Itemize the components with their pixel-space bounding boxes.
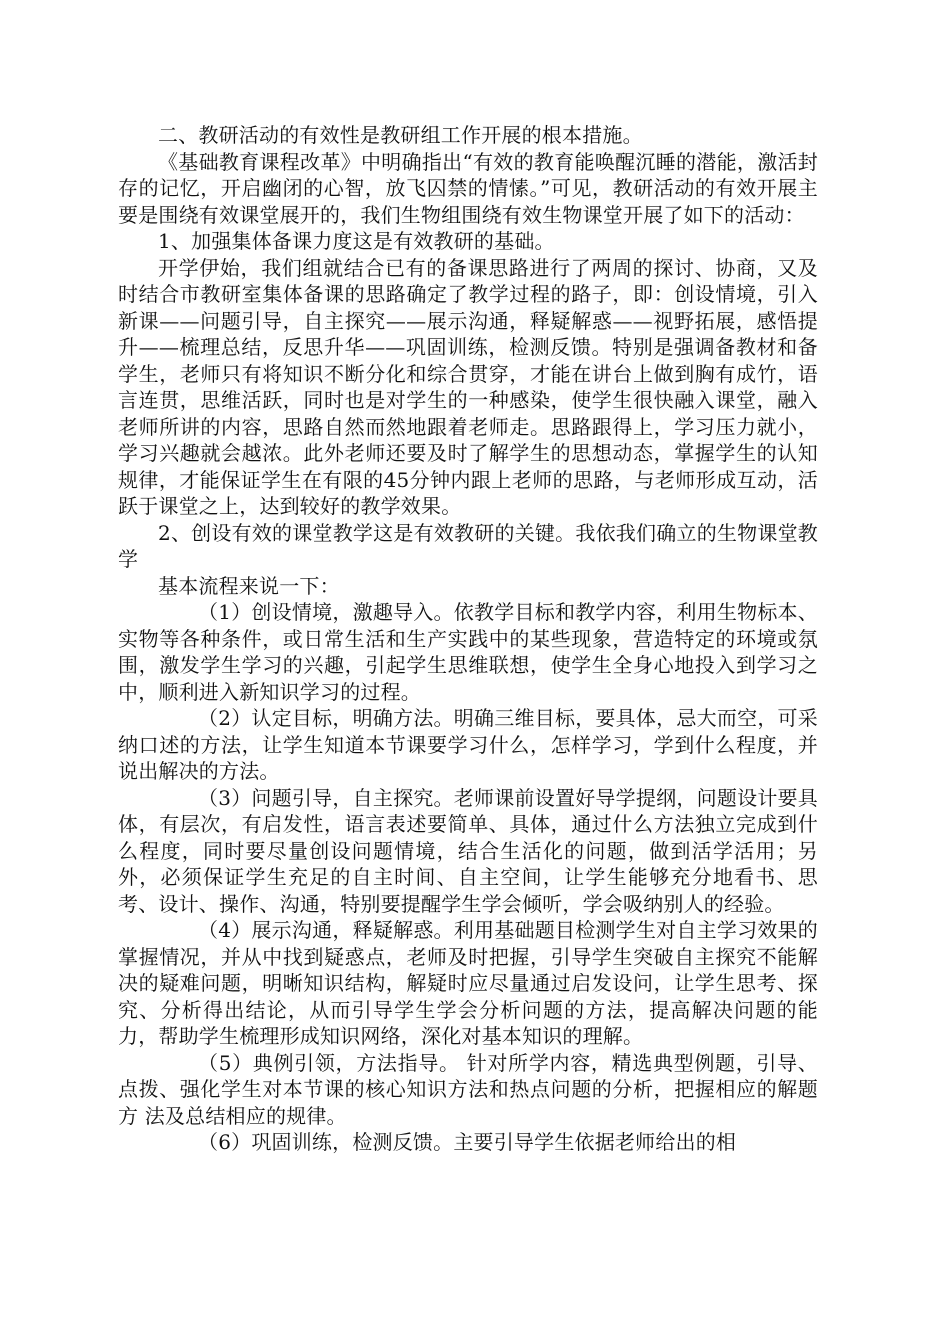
list-item: （5）典例引领，方法指导。 针对所学内容，精选典型例题，引导、点拨、强化学生对本节课的核心知识方法和热点问题的分析，把握相应的解题方 法及总结相应的规律。 — [118, 1050, 818, 1128]
list-item: （2）认定目标，明确方法。明确三维目标，要具体，忌大而空，可采纳口述的方法，让学生知道本节课要学习什么，怎样学习，学到什么程度，并说出解决的方法。 — [118, 706, 818, 783]
paragraph: 《基础教育课程改革》中明确指出“有效的教育能唤醒沉睡的潜能，激活封存的记忆，开启幽闭的心智，放飞囚禁的情愫。”可见，教研活动的有效开展主要是围绕有效课堂展开的，我们生物组围绕有效生物课堂开展了如下的活动： — [118, 149, 818, 227]
list-item: （3）问题引导，自主探究。老师课前设置好导学提纲，问题设计要具体，有层次，有启发性，语言表述要简单、具体，通过什么方法独立完成到什么程度，同时要尽量创设问题情境，结合生活化的问题，做到活学活用；另外，必须保证学生充足的自主时间、自主空间，让学生能够充分地看书、思考、设计、操作、沟通，特别要提醒学生学会倾听，学会吸纳别人的经验。 — [118, 785, 818, 916]
subsection-heading: 1、加强集体备课力度这是有效教研的基础。 — [158, 229, 555, 253]
section-heading: 二、教研活动的有效性是教研组工作开展的根本措施。 — [158, 123, 643, 147]
document-body — [118, 122, 818, 1156]
paragraph: 基本流程来说一下： — [158, 573, 340, 598]
paragraph: 开学伊始，我们组就结合已有的备课思路进行了两周的探讨、协商，又及时结合市教研室集体备课的思路确定了教学过程的路子，即：创设情境，引入新课——问题引导，自主探究——展示沟通，释疑解惑——视野拓展，感悟提升——梳理总结，反思升华——巩固训练，检测反馈。特别是强调备教材和备学生，老师只有将知识不断分化和综合贯穿，才能在讲台上做到胸有成竹，语言连贯，思维活跃，同时也是对学生的一种感染，使学生很快融入课堂，融入老师所讲的内容，思路自然而然地跟着老师走。思路跟得上，学习压力就小，学习兴趣就会越浓。此外老师还要及时了解学生的思想动态，掌握学生的认知规律，才能保证学生在有限的45分钟内跟上老师的思路，与老师形成互动，活跃于课堂之上，达到较好的教学效果。 — [118, 255, 818, 518]
list-item: （1）创设情境，激趣导入。依教学目标和教学内容，利用生物标本、实物等各种条件，或日常生活和生产实践中的某些现象，营造特定的环境或氛围，激发学生学习的兴趣，引起学生思维联想，使学生全身心地投入到学习之中，顺利进入新知识学习的过程。 — [118, 600, 818, 704]
list-item: （4）展示沟通，释疑解惑。利用基础题目检测学生对自主学习效果的掌握情况，并从中找到疑惑点，老师及时把握，引导学生突破自主探究不能解决的疑难问题，明晰知识结构，解疑时应尽量通过启发设问，让学生思考、探究、分析得出结论，从而引导学生学会分析问题的方法，提高解决问题的能力，帮助学生梳理形成知识网络，深化对基本知识的理解。 — [118, 918, 818, 1048]
subsection-heading: 2、创设有效的课堂教学这是有效教研的关键。我依我们确立的生物课堂教学 — [118, 520, 818, 571]
list-item: （6）巩固训练，检测反馈。主要引导学生依据老师给出的相 — [198, 1130, 737, 1154]
